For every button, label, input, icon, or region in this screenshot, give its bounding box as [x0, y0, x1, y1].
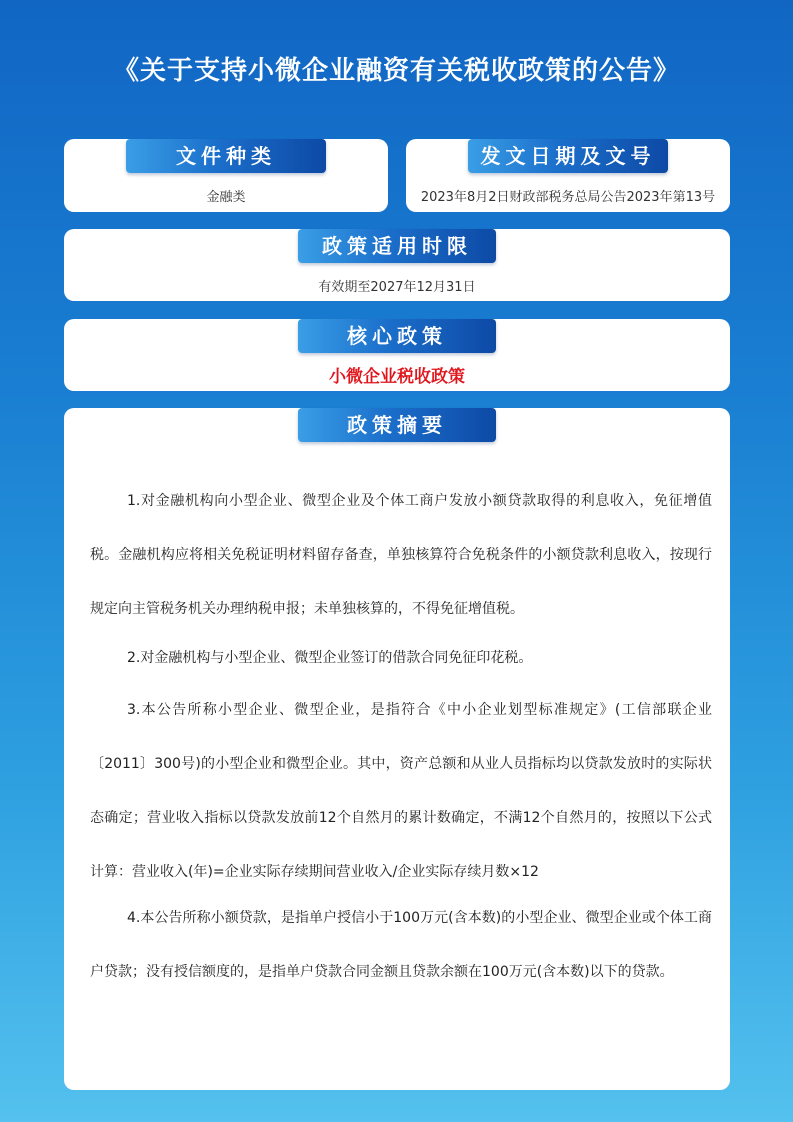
- core-policy-label: 核心政策: [298, 319, 496, 353]
- summary-paragraph-1: 1.对金融机构向小型企业、微型企业及个体工商户发放小额贷款取得的利息收入，免征增值税。金融机构应将相关免税证明材料留存备查，单独核算符合免税条件的小额贷款利息收入，按现行规定向主管税务机关办理纳税申报；未单独核算的，不得免征增值税。: [90, 493, 712, 617]
- issue-info-card: [406, 139, 730, 212]
- issue-info-value: 2023年8月2日财政部税务总局公告2023年第13号: [420, 190, 716, 205]
- summary-label: 政策摘要: [298, 408, 496, 442]
- summary-paragraph-4: 4.本公告所称小额贷款，是指单户授信小于100万元(含本数)的小型企业、微型企业或个体工商户贷款；没有授信额度的，是指单户贷款合同金额且贷款余额在100万元(含本数)以下的贷款。: [90, 910, 712, 980]
- validity-value: 有效期至2027年12月31日: [318, 280, 476, 295]
- summary-paragraph-3: 3.本公告所称小型企业、微型企业，是指符合《中小企业划型标准规定》(工信部联企业〔2011〕300号)的小型企业和微型企业。其中，资产总额和从业人员指标均以贷款发放时的实际状态确定；营业收入指标以贷款发放前12个自然月的累计数确定，不满12个自然月的，按照以下公式计算：营业收入(年)=企业实际存续期间营业收入/企业实际存续月数×12: [90, 702, 712, 880]
- issue-info-label: 发文日期及文号: [468, 139, 668, 173]
- doc-type-card: [64, 139, 388, 212]
- validity-label: 政策适用时限: [298, 229, 496, 263]
- validity-card: [64, 229, 730, 301]
- summary-paragraph-2: 2.对金融机构与小型企业、微型企业签订的借款合同免征印花税。: [127, 650, 533, 666]
- doc-type-label: 文件种类: [126, 139, 326, 173]
- doc-type-value: 金融类: [206, 190, 246, 205]
- page-title: 《关于支持小微企业融资有关税收政策的公告》: [112, 56, 680, 86]
- core-policy-card: [64, 319, 730, 391]
- core-policy-value: 小微企业税收政策: [329, 367, 465, 387]
